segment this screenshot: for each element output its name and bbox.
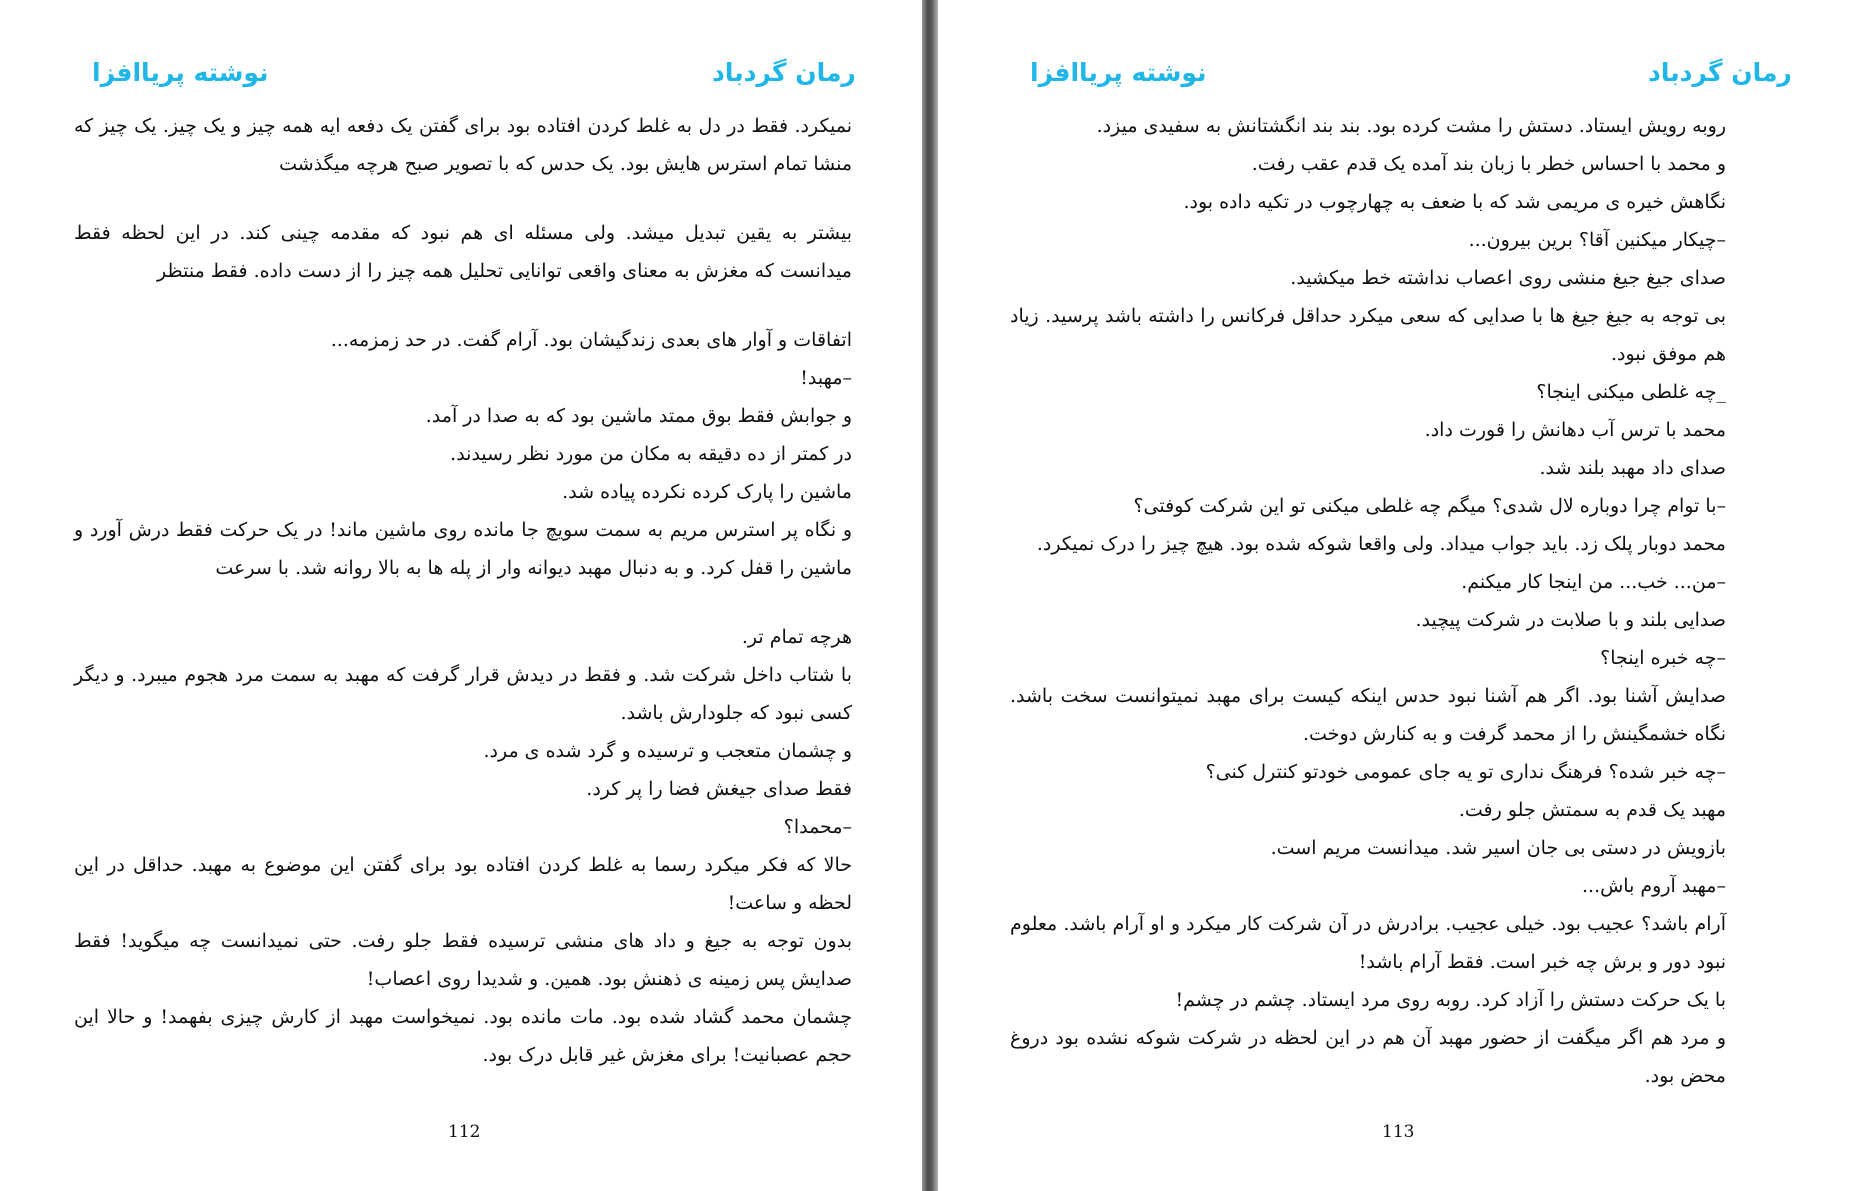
paragraph: صدای داد مهبد بلند شد. xyxy=(1539,457,1726,479)
paragraph: صدایش آشنا بود. اگر هم آشنا نبود حدس اینکه کیست برای مهبد نمیتوانست سخت باشد. نگاه خشمگینش را از محمد گرفت و به کنارش دوخت. xyxy=(1010,685,1726,745)
dialogue-line: –من... خب... من اینجا کار میکنم. xyxy=(1461,571,1726,593)
paragraph: در کمتر از ده دقیقه به مکان من مورد نظر رسیدند. xyxy=(450,443,852,465)
paragraph: با یک حرکت دستش را آزاد کرد. روبه روی مرد ایستاد. چشم در چشم! xyxy=(1175,989,1726,1011)
paragraph: بازویش در دستی بی جان اسیر شد. میدانست مریم است. xyxy=(1270,837,1726,859)
paragraph: نمیکرد. فقط در دل به غلط کردن افتاده بود برای گفتن یک دفعه ایه همه چیز و یک چیز. یک چیز که منشا تمام استرس هایش بود. یک حدس که با تصویر صبح هرچه میگذشت xyxy=(74,115,852,175)
paragraph: بدون توجه به جیغ و داد های منشی ترسیده فقط جلو رفت. حتی نمیدانست چه میگوید! فقط صدایش پس زمینه ی ذهنش بود. همین. و شدیدا روی اعصاب! xyxy=(74,930,852,990)
paragraph: هرچه تمام تر. xyxy=(741,626,852,648)
page-number: 113 xyxy=(1382,1122,1415,1142)
paragraph: مهبد یک قدم به سمتش جلو رفت. xyxy=(1458,799,1726,821)
paragraph: با شتاب داخل شرکت شد. و فقط در دیدش قرار گرفت که مهبد به سمت مرد هجوم میبرد. و دیگر کسی نبود که جلودارش باشد. xyxy=(74,664,852,724)
running-header-title: رمان گردباد xyxy=(712,58,856,87)
paragraph: ماشین را پارک کرده نکرده پیاده شد. xyxy=(562,481,852,503)
page-number: 112 xyxy=(448,1122,481,1142)
paragraph: اتفاقات و آوار های بعدی زندگیشان بود. آرام گفت. در حد زمزمه... xyxy=(330,329,852,351)
page-left xyxy=(0,0,922,1191)
dialogue-line: _چه غلطی میکنی اینجا؟ xyxy=(1536,381,1726,403)
page-right xyxy=(938,0,1855,1191)
paragraph: بی توجه به جیغ جیغ ها با صدایی که سعی میکرد حداقل فرکانس را داشته باشد پرسید. زیاد هم موفق نبود. xyxy=(1010,305,1726,365)
paragraph: صدایی بلند و با صلابت در شرکت پیچید. xyxy=(1415,609,1726,631)
paragraph: صدای جیغ جیغ منشی روی اعصاب نداشته خط میکشید. xyxy=(1290,267,1726,289)
paragraph: محمد دوبار پلک زد. باید جواب میداد. ولی واقعا شوکه شده بود. هیچ چیز را درک نمیکرد. xyxy=(1036,533,1726,555)
paragraph: و نگاه پر استرس مریم به سمت سویچ جا مانده روی ماشین ماند! در یک حرکت فقط درش آورد و ماشین را قفل کرد. و به دنبال مهبد دیوانه وار از پله ها به بالا روانه شد. با سرعت xyxy=(74,519,852,579)
paragraph: حالا که فکر میکرد رسما به غلط کردن افتاده بود برای گفتن این موضوع به مهبد. حداقل در این لحظه و ساعت! xyxy=(74,854,852,914)
dialogue-line: –چیکار میکنین آقا؟ برین بیرون... xyxy=(1468,229,1726,251)
paragraph: محمد با ترس آب دهانش را قورت داد. xyxy=(1424,419,1726,441)
running-header-author: نوشته پریاافزا xyxy=(92,58,269,87)
paragraph: و چشمان متعجب و ترسیده و گرد شده ی مرد. xyxy=(483,740,852,762)
paragraph: فقط صدای جیغش فضا را پر کرد. xyxy=(586,778,852,800)
paragraph: و محمد با احساس خطر با زبان بند آمده یک قدم عقب رفت. xyxy=(1251,153,1726,175)
dialogue-line: –با توام چرا دوباره لال شدی؟ میگم چه غلطی میکنی تو این شرکت کوفتی؟ xyxy=(1133,495,1726,517)
book-gutter xyxy=(922,0,938,1191)
running-header-author: نوشته پریاافزا xyxy=(1030,58,1207,87)
dialogue-line: –محمدا؟ xyxy=(783,816,852,838)
dialogue-line: –چه خبره اینجا؟ xyxy=(1600,647,1726,669)
paragraph: آرام باشد؟ عجیب بود. خیلی عجیب. برادرش در آن شرکت کار میکرد و او آرام باشد. معلوم نبود دور و برش چه خبر است. فقط آرام باشد! xyxy=(1010,913,1726,973)
paragraph: چشمان محمد گشاد شده بود. مات مانده بود. نمیخواست مهبد از کارش چیزی بفهمد! و حالا این حجم عصبانیت! برای مغزش غیر قابل درک بود. xyxy=(74,1006,852,1066)
paragraph: و مرد هم اگر میگفت از حضور مهبد آن هم در این لحظه در شرکت شوکه نشده بود دروغ محض بود. xyxy=(1010,1027,1726,1087)
dialogue-line: –مهبد! xyxy=(800,367,852,389)
dialogue-line: –چه خبر شده؟ فرهنگ نداری تو یه جای عمومی خودتو کنترل کنی؟ xyxy=(1205,761,1726,783)
running-header-title: رمان گردباد xyxy=(1648,58,1792,87)
paragraph: بیشتر به یقین تبدیل میشد. ولی مسئله ای هم نبود که مقدمه چینی کند. در این لحظه فقط میدانست که مغزش به معنای واقعی توانایی تحلیل همه چیز را از دست داده. فقط منتظر xyxy=(74,222,852,282)
page-body-text xyxy=(1010,107,1726,1095)
paragraph: و جوابش فقط بوق ممتد ماشین بود که به صدا در آمد. xyxy=(425,405,852,427)
paragraph: نگاهش خیره ی مریمی شد که با ضعف به چهارچوب در تکیه داده بود. xyxy=(1183,191,1726,213)
paragraph: روبه رویش ایستاد. دستش را مشت کرده بود. بند بند انگشتانش به سفیدی میزد. xyxy=(1096,115,1726,137)
dialogue-line: –مهبد آروم باش... xyxy=(1581,875,1726,897)
page-body-text xyxy=(74,107,852,1074)
